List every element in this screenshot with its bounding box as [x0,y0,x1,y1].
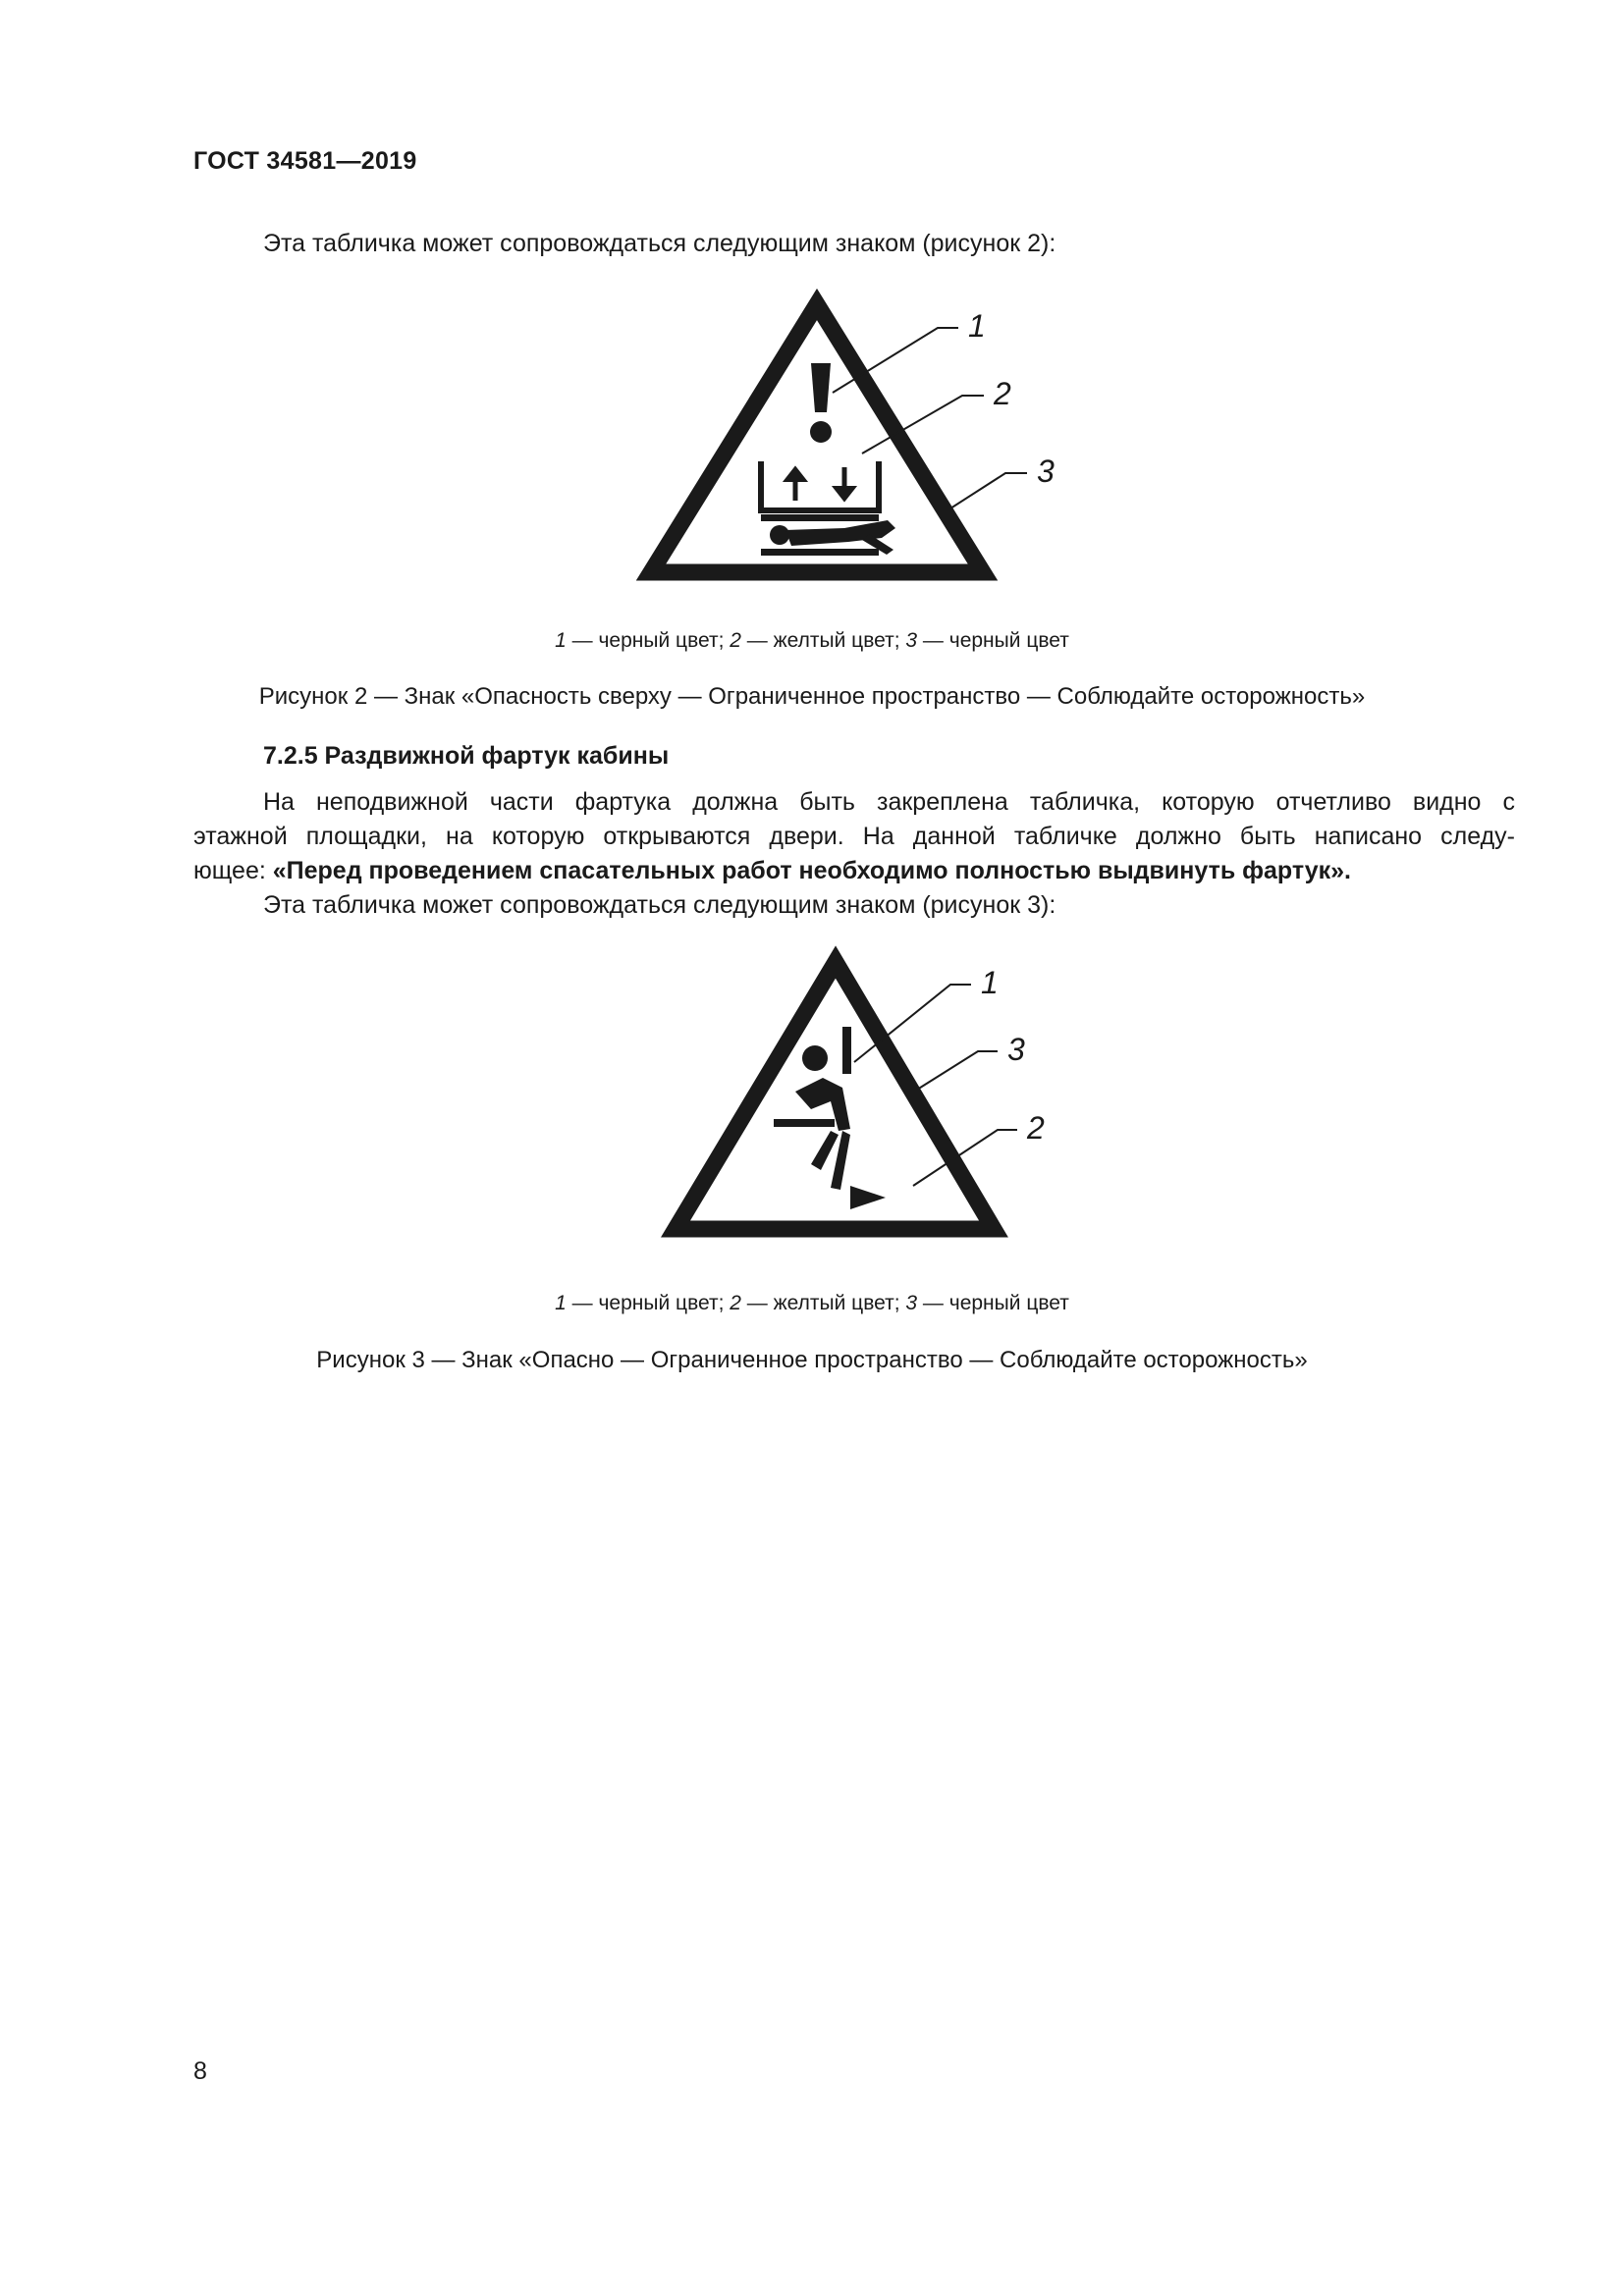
section-paragraph-line-2: этажной площадки, на которую открываются двери. На данной табличке должно быть написано следу- [193,823,1515,850]
legend-text: — желтый цвет; [740,1292,906,1314]
figure3-legend [0,1292,1624,1315]
legend-num: 3 [905,629,918,652]
paragraph-bold-quote: «Перед проведением спасательных работ необходимо полностью выдвинуть фартук». [272,857,1351,884]
paragraph-text: ющее: [193,857,273,884]
legend-text: — желтый цвет; [740,629,906,652]
figure3-lead-text: Эта табличка может сопровождаться следующим знаком (рисунок 3): [263,891,1056,919]
section-paragraph-line-1: На неподвижной части фартука должна быть закреплена табличка, которую отчетливо видно с [263,788,1515,816]
figure2-lead-text: Эта табличка может сопровождаться следующим знаком (рисунок 2): [263,230,1056,257]
legend-num: 2 [730,629,741,652]
legend-text: — черный цвет; [566,629,731,652]
figure2-callout-3: 3 [1037,454,1055,489]
figure3-caption: Рисунок 3 — Знак «Опасно — Ограниченное пространство — Соблюдайте осторожность» [316,1347,1308,1373]
legend-num: 3 [905,1292,918,1314]
figure2-callout-2: 2 [994,376,1011,411]
page-number: 8 [193,2057,207,2085]
figure3-callout-3: 3 [1007,1032,1025,1067]
legend-text: — черный цвет; [566,1292,731,1314]
legend-num: 1 [555,629,567,652]
legend-num: 2 [730,1292,741,1314]
document-header: ГОСТ 34581—2019 [193,147,417,175]
figure2-caption: Рисунок 2 — Знак «Опасность сверху — Ограниченное пространство — Соблюдайте осторожность» [258,683,1366,710]
figure3-callout-2: 2 [1027,1110,1045,1146]
figure3-leader-lines [854,985,1017,1186]
legend-text: — черный цвет [917,1292,1069,1314]
legend-num: 1 [555,1292,567,1314]
figure3-callout-1: 1 [981,965,999,1000]
figure2-callout-1: 1 [968,308,986,344]
bent-person-icon [774,1027,886,1209]
legend-text: — черный цвет [917,629,1069,652]
section-title: 7.2.5 Раздвижной фартук кабины [263,742,670,770]
